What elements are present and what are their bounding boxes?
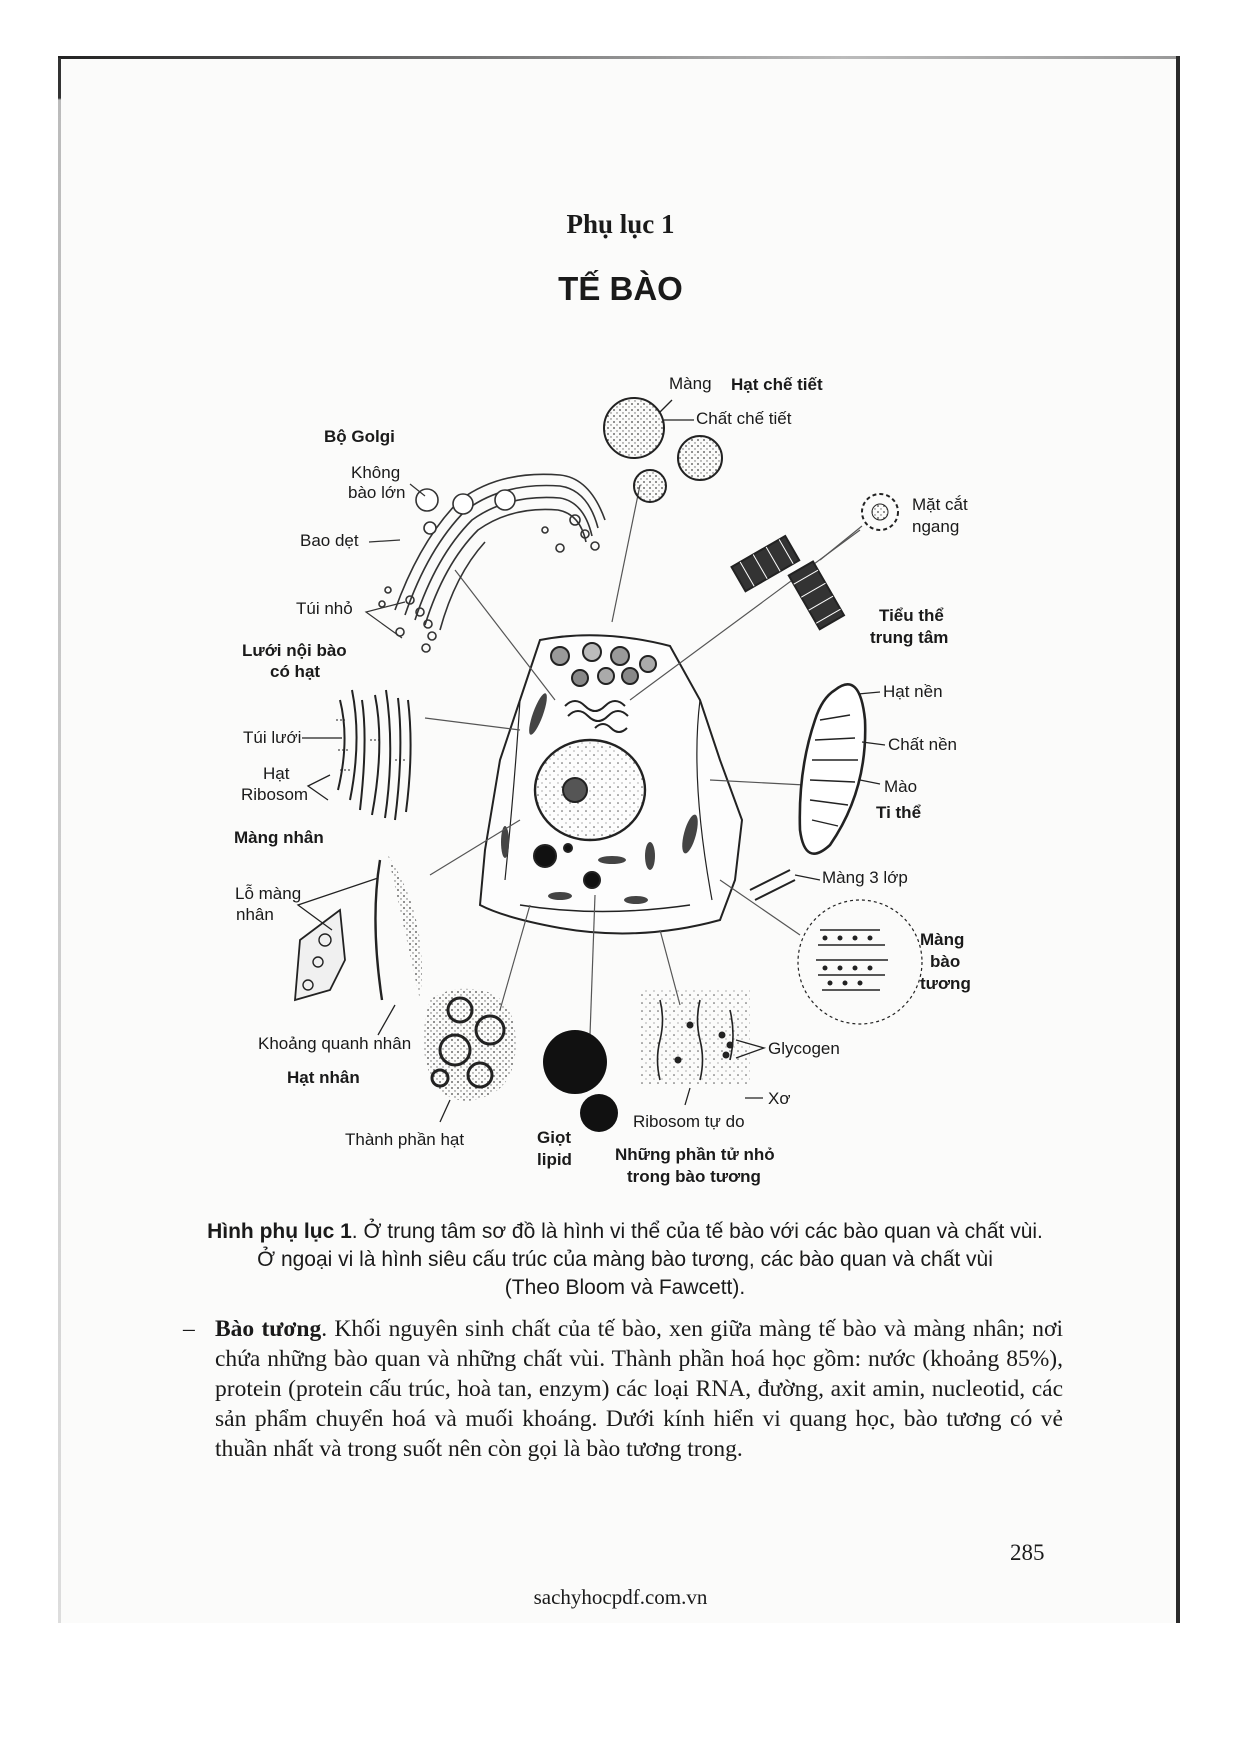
label-mang-bao-tuong-1: Màng — [920, 930, 965, 949]
label-lo-mang-1: Lỗ màng — [235, 884, 302, 903]
label-mat-cat-2: ngang — [912, 517, 960, 536]
label-mang: Màng — [669, 374, 712, 393]
label-giot-lipid-2: lipid — [537, 1150, 572, 1169]
golgi-apparatus — [379, 474, 605, 652]
term-bao-tuong: Bào tương — [215, 1316, 322, 1342]
label-khoang-quanh-nhan: Khoảng quanh nhân — [258, 1034, 412, 1053]
caption-line-3: (Theo Bloom và Fawcett). — [504, 1276, 746, 1299]
label-xo: Xơ — [768, 1089, 791, 1108]
label-mang-bao-tuong-3: tương — [920, 974, 971, 993]
appendix-label: Phụ lục 1 — [566, 209, 675, 239]
label-phan-tu-nho-2: trong bào tương — [627, 1167, 761, 1186]
label-mao: Mào — [884, 777, 918, 796]
label-tui-nho: Túi nhỏ — [296, 599, 353, 618]
label-hat-che-tiet: Hạt chế tiết — [731, 375, 823, 394]
label-hat-nen: Hạt nền — [883, 682, 943, 701]
label-tieu-the-2: trung tâm — [870, 628, 949, 647]
definition-text: . Khối nguyên sinh chất của tế bào, xen giữa màng tế bào và màng nhân; nơi chứa những bào quan và những chất vùi. Thành phần hoá học gồm: nước (khoảng 85%), protein (protein cấu trúc, hoà tan, enzym) các loại RNA, đường, axit amin, nucleotid, các sản phẩm chuyển hoá và muối khoáng. Dưới kính hiển vi quang học, bào tương có vẻ thuần nhất và trong suốt nên còn gọi là bào tương trong. — [215, 1316, 1063, 1462]
bullet-dash: – — [183, 1316, 195, 1342]
plasma-membrane — [750, 870, 922, 1024]
body-paragraph — [183, 1314, 1063, 1464]
label-bo-golgi: Bộ Golgi — [324, 427, 395, 446]
label-chat-che-tiet: Chất chế tiết — [696, 409, 792, 428]
caption-label: Hình phụ lục 1 — [207, 1220, 352, 1243]
nucleolus — [424, 989, 516, 1122]
central-cell — [480, 635, 742, 933]
mitochondrion — [800, 684, 885, 853]
label-hat-ribosom-1: Hạt — [263, 764, 290, 783]
nuclear-membrane — [295, 855, 422, 1035]
label-hat-nhan: Hạt nhân — [287, 1068, 360, 1087]
label-mang-bao-tuong-2: bào — [930, 952, 961, 971]
label-mang-3-lop: Màng 3 lớp — [822, 868, 908, 887]
label-tui-luoi: Túi lưới — [243, 728, 302, 747]
label-mang-nhan: Màng nhân — [234, 828, 324, 847]
rough-er — [302, 690, 411, 820]
page-number: 285 — [1010, 1540, 1045, 1565]
label-ribosom-tu-do: Ribosom tự do — [633, 1112, 745, 1131]
label-bao-det: Bao dẹt — [300, 531, 359, 550]
label-phan-tu-nho-1: Những phần tử nhỏ — [615, 1145, 775, 1164]
label-hat-ribosom-2: Ribosom — [241, 785, 309, 804]
label-khong-bao-lon-1: Không — [351, 463, 401, 482]
label-ti-the: Ti thể — [876, 803, 922, 822]
caption-line-2: Ở ngoại vi là hình siêu cấu trúc của màng bào tương, các bào quan và chất vùi — [257, 1248, 993, 1271]
page-title: TẾ BÀO — [558, 270, 683, 307]
caption-line-1: . Ở trung tâm sơ đồ là hình vi thể của tế bào với các bào quan và chất vùi. — [351, 1220, 1043, 1243]
label-thanh-phan-hat: Thành phần hạt — [345, 1130, 465, 1149]
label-luoi-noi-bao-2: có hạt — [270, 662, 321, 681]
label-luoi-noi-bao-1: Lưới nội bào — [242, 641, 347, 660]
label-chat-nen: Chất nền — [888, 735, 957, 754]
label-lo-mang-2: nhân — [236, 905, 274, 924]
label-mat-cat-1: Mặt cắt — [912, 495, 968, 514]
lipid-droplets — [543, 1030, 618, 1132]
label-tieu-the-1: Tiểu thể — [879, 606, 944, 625]
footer-site: sachyhocpdf.com.vn — [533, 1585, 708, 1609]
cytoplasmic-particles — [640, 990, 764, 1105]
label-giot-lipid-1: Giọt — [537, 1128, 571, 1147]
centrioles — [732, 494, 898, 629]
label-glycogen: Glycogen — [768, 1039, 840, 1058]
label-khong-bao-lon-2: bào lớn — [348, 483, 406, 502]
figure-caption — [130, 1218, 1120, 1302]
